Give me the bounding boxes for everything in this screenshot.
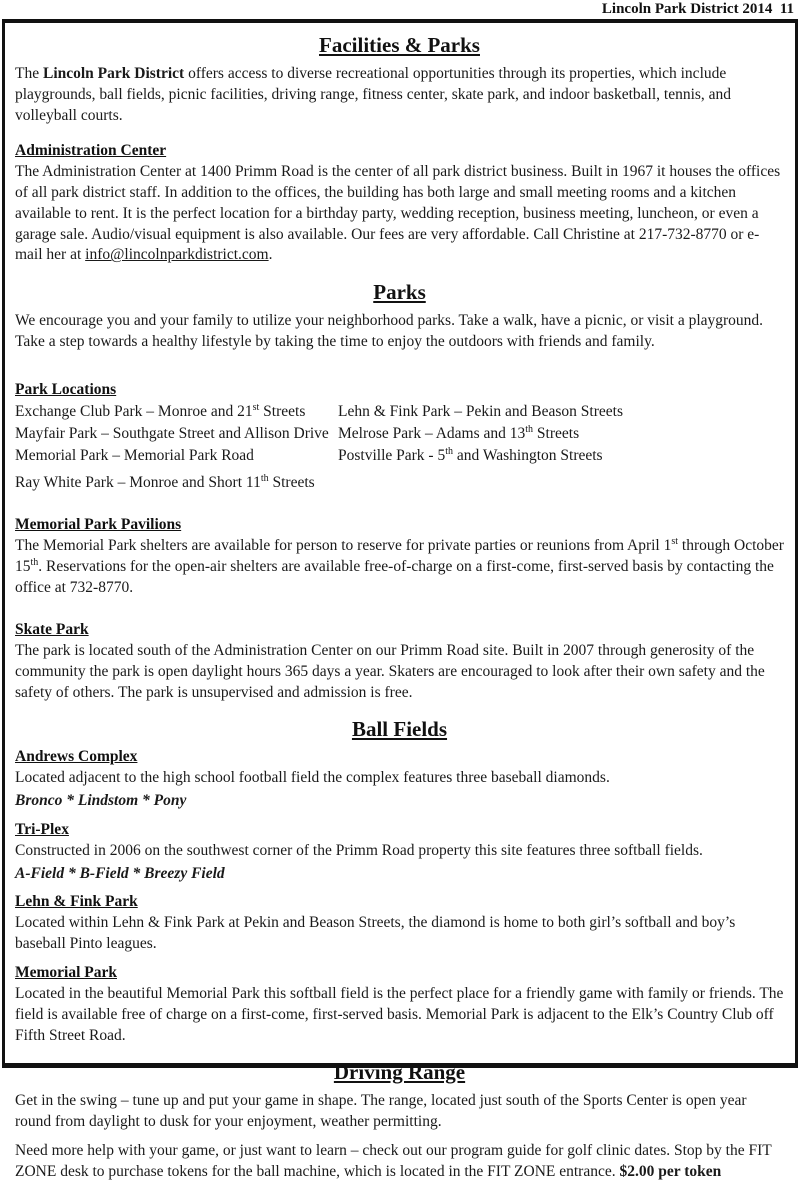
triplex-paragraph: Constructed in 2006 on the southwest corner of the Primm Road property this site features three softball fields. <box>15 841 703 859</box>
token-price-bold: $2.00 per token <box>619 1162 722 1180</box>
pavilions-heading: Memorial Park Pavilions <box>15 516 182 534</box>
park-location-postville <box>338 445 784 467</box>
park-location-mayfair <box>15 423 338 445</box>
andrews-complex-heading: Andrews Complex <box>15 747 138 765</box>
facilities-parks-title: Facilities & Parks <box>319 33 480 57</box>
park-location-exchange-club <box>15 401 338 423</box>
location-text: Melrose Park – Adams and 13 <box>338 425 526 443</box>
park-locations-heading: Park Locations <box>15 381 117 399</box>
park-locations-table <box>15 401 784 494</box>
ordinal-superscript: th <box>445 446 453 458</box>
lehn-fink-heading: Lehn & Fink Park <box>15 893 138 911</box>
location-text: Memorial Park – Memorial Park Road <box>15 447 254 465</box>
ordinal-superscript: st <box>252 402 260 414</box>
driving-range-title: Driving Range <box>333 1060 466 1085</box>
location-text: Mayfair Park – Southgate Street and Allison Drive <box>15 425 329 443</box>
park-location-lehn-fink <box>338 401 784 423</box>
intro-text-post: offers access to diverse recreational opportunities through its properties, which include playgrounds, ball fields, picnic facilities, driving range, fitness center, skate park, and indoor basketball, tennis, and volleyball courts. <box>15 65 732 124</box>
intro-district-bold: Lincoln Park District <box>42 65 185 82</box>
park-location-memorial <box>15 445 338 467</box>
park-locations-left-column <box>15 401 338 494</box>
parks-paragraph: We encourage you and your family to utilize your neighborhood parks. Take a walk, have a picnic, or visit a playground. Take a step towards a healthy lifestyle by taking the time to enjoy the outdoors with friends and family. <box>15 312 764 351</box>
admin-center-heading: Administration Center <box>15 141 167 159</box>
location-text: Streets <box>533 425 580 443</box>
content-frame <box>2 19 798 1180</box>
andrews-fields-list: Bronco * Lindstom * Pony <box>15 791 187 809</box>
memorial-park-heading: Memorial Park <box>15 964 118 982</box>
park-locations-right-column <box>338 401 784 494</box>
intro-text-pre: The <box>15 65 43 82</box>
pavilions-text: through October 15 <box>15 537 784 576</box>
driving-range-text: Need more help with your game, or just want to learn – check out our program guide for golf clinic dates. Stop by the FIT ZONE desk to purchase tokens for the ball machine, which is located in the FIT ZONE entrance. <box>15 1141 772 1180</box>
memorial-park-paragraph: Located in the beautiful Memorial Park this softball field is the perfect place for a friendly game with family or friends. The field is available free of charge on a first-come, first-served basis. Memorial Park is adjacent to the Elk’s Country Club off Fifth Street Road. <box>15 985 784 1045</box>
park-location-melrose <box>338 423 784 445</box>
location-text: Lehn & Fink Park – Pekin and Beason Streets <box>338 403 623 421</box>
ordinal-superscript: th <box>260 473 269 485</box>
skate-park-paragraph: The park is located south of the Administration Center on our Primm Road site. Built in 2007 through generosity of the community the park is open daylight hours 365 days a year. Skaters are encouraged to look after their own safety and the safety of others. The park is unsupervised and admission is free. <box>15 641 765 701</box>
ordinal-superscript: st <box>671 536 679 548</box>
intro-paragraph <box>15 64 784 127</box>
location-text: Streets <box>268 474 315 492</box>
triplex-fields-list: A-Field * B-Field * Breezy Field <box>15 864 225 882</box>
email-link[interactable]: info@lincolnparkdistrict.com <box>85 246 269 264</box>
driving-range-paragraph-1: Get in the swing – tune up and put your game in shape. The range, located just south of the Sports Center is open year round from daylight to dusk for your enjoyment, weather permitting. <box>15 1092 747 1130</box>
skate-park-heading: Skate Park <box>15 620 89 638</box>
driving-range-paragraph-2 <box>15 1141 784 1183</box>
admin-center-period: . <box>268 246 273 264</box>
location-text: Ray White Park – Monroe and Short 11 <box>15 474 261 492</box>
pavilions-text: . Reservations for the open-air shelters are available free-of-charge on a first-come, first-served basis by contacting the office at 732-8770. <box>15 558 774 597</box>
pavilions-text: The Memorial Park shelters are available for person to reserve for private parties or reunions from April 1 <box>15 537 672 555</box>
page-header: Lincoln Park District 2014 11 <box>601 1 794 17</box>
admin-center-paragraph <box>15 162 784 267</box>
andrews-complex-paragraph: Located adjacent to the high school football field the complex features three baseball diamonds. <box>15 768 610 786</box>
pavilions-paragraph <box>15 536 784 599</box>
ordinal-superscript: th <box>30 556 39 568</box>
location-text: Exchange Club Park – Monroe and 21 <box>15 403 253 421</box>
location-text: Postville Park - 5 <box>338 447 446 465</box>
parks-title: Parks <box>373 280 426 305</box>
location-text: and Washington Streets <box>453 447 603 465</box>
ordinal-superscript: th <box>525 424 534 436</box>
lehn-fink-paragraph: Located within Lehn & Fink Park at Pekin and Beason Streets, the diamond is home to both girl’s softball and boy’s baseball Pinto leagues. <box>15 914 736 953</box>
paragraph-spacer <box>15 1133 784 1139</box>
park-location-ray-white <box>15 472 338 494</box>
admin-center-text: The Administration Center at 1400 Primm Road is the center of all park district business. Built in 1967 it houses the offices of all park district staff. In addition to the offices, the building has both large and small meeting rooms and a kitchen available to rent. It is the perfect location for a birthday party, wedding reception, business meeting, luncheon, or even a garage sale. Audio/visual equipment is also available. Our fees are very affordable. Call Christine at 217-732-8770 or e-mail her at <box>15 162 781 264</box>
location-text: Streets <box>259 403 306 421</box>
ball-fields-title: Ball Fields <box>351 716 448 741</box>
triplex-heading: Tri-Plex <box>15 820 69 838</box>
